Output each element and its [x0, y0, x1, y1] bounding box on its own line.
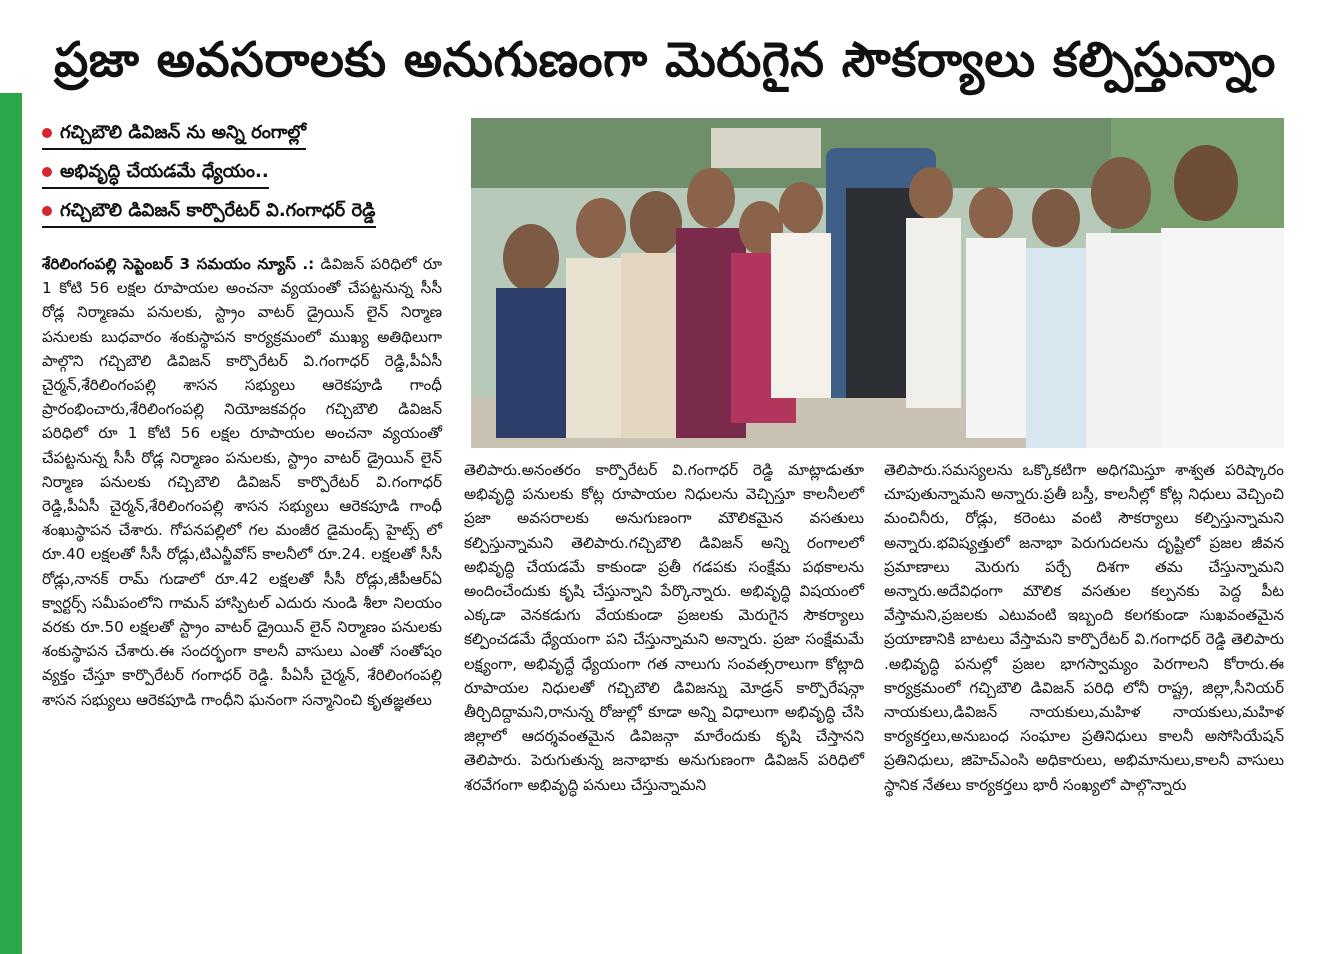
bullet-item [42, 196, 376, 228]
bullet-list [42, 118, 452, 235]
bullet-item [42, 118, 306, 150]
event-photo-illustration [471, 118, 1284, 448]
dateline: శేరిలింగంపల్లి సెప్టెంబర్ 3 సమయం న్యూస్ .: [42, 255, 315, 273]
event-photo [471, 118, 1284, 448]
article-text: డివిజన్ పరిధిలో రూ 1 కోటి 56 లక్షల రూపాయల అంచనా వ్యయంతో చేపట్టనున్న సీసీ రోడ్ల నిర్మాణమ పనులకు, స్ట్రాం వాటర్ డ్రైయిన్ లైన్ నిర్మాణ పనులకు బుధవారం శంకుస్థాపన కార్యక్రమంలో ముఖ్య అతిథిలుగా పాల్గొని గచ్చిబౌలి డివిజన్ కార్పొరేటర్ వి.గంగాధర్ రెడ్డి,పీఏసీ చైర్మన్,శేరిలింగంపల్లి శాసన సభ్యులు ఆరెకపూడి గాంధీ ప్రారంభించారు,శేరిలింగంపల్లి నియోజకవర్గం గచ్చిబౌలి డివిజన్ పరిధిలో రూ 1 కోటి 56 లక్షల రూపాయల అంచనా వ్యయంతో చేపట్టనున్న సీసీ రోడ్ల నిర్మాణం పనులకు, స్ట్రాం వాటర్ డ్రైయిన్ లైన్ నిర్మాణ పనులకు గచ్చిబౌలి డివిజన్ కార్పొరేటర్ వి.గంగాధర్ రెడ్డి,పీఏసీ చైర్మన్,శేరిలింగంపల్లి శాసన సభ్యులు ఆరెకపూడి గాంధీ శంఖుస్థాపన చేశారు. గోపనపల్లిలో గల మంజీర డైమండ్స్ హైట్స్ లో రూ.40 లక్షలతో సీసీ రోడ్లు,టిఎన్జీవోస్ కాలనీలో రూ.24. లక్షలతో సీసీ రోడ్లు,నానక్ రామ్ గుడాలో రూ.42 లక్షలతో సీసీ రోడ్లు,జీపీఆర్ఏ క్వార్టర్స్ సమీపంలోని గామన్ హాస్పిటల్ ఎదురు నుండి శీలా నిలయం వరకు రూ.50 లక్షలతో స్ట్రాం వాటర్ డ్రైయిన్ లైన్ నిర్మాణం పనులకు శంకుస్థాపన చేశారు.ఈ సందర్భంగా కాలనీ వాసులు ఎంతో సంతోషం వ్యక్తం చేస్తూ కార్పొరేటర్ గంగాధర్ రెడ్డి. పీఏసీ చైర్మన్, శేరిలింగంపల్లి శాసన సభ్యులు ఆరెకపూడి గాంధీని ఘనంగా సన్మానించి కృతజ్ఞతలు [42, 255, 442, 709]
red-bullet-icon [42, 206, 52, 216]
bullet-text: అభివృద్ధి చేయడమే ధ్యేయం.. [60, 161, 269, 182]
article-column-1 [42, 252, 442, 712]
red-bullet-icon [42, 128, 52, 138]
article-column-3: తెలిపారు.సమస్యలను ఒక్కొకటిగా అధిగమిస్తూ శాశ్వత పరిష్కారం చూపుతున్నామని అన్నారు.ప్రతీ బస్తీ, కాలనీల్లో కోట్ల నిధులు వెచ్చించి మంచినీరు, రోడ్లు, కరెంటు వంటి సౌకర్యాలు కల్పిస్తున్నామని అన్నారు.భవిష్యత్తులో జనాభా పెరుగుదలను దృష్టిలో ప్రజల జీవన ప్రమాణాలు మెరుగు పర్చే దిశగా తమ చేస్తున్నామని అన్నారు.అదేవిధంగా మౌలిక వసతుల కల్పనకు పెద్ద పీట వేస్తామని,ప్రజలకు ఎటువంటి ఇబ్బంది కలగకుండా సుఖవంతమైన ప్రయాణానికి బాటలు వేస్తామని కార్పొరేటర్ వి.గంగాధర్ రెడ్డి తెలిపారు .అభివృద్ధి పనుల్లో ప్రజల భాగస్వామ్యం పెరగాలని కోరారు.ఈ కార్యక్రమంలో గచ్చిబౌలి డివిజన్ పరిధి లోనీ రాష్ట్ర, జిల్లా,సీనియర్ నాయకులు,డివిజన్ నాయకులు,మహిళ నాయకులు,మహిళ కార్యకర్తలు,అనుబంధ సంఘాల ప్రతినిధులు కాలనీ అసోసియేషన్ ప్రతినిధులు, జిహెచ్ఎంసి అధికారులు, అభిమానులు,కాలనీ వాసులు స్థానిక నేతలు కార్యకర్తలు భారీ సంఖ్యలో పాల్గొన్నారు [884, 461, 1284, 794]
page-headline: ప్రజా అవసరాలకు అనుగుణంగా మెరుగైన సౌకర్యాలు కల్పిస్తున్నాం [54, 32, 1276, 88]
bullet-text: గచ్చిబౌలి డివిజన్ కార్పొరేటర్ వి.గంగాధర్ రెడ్డి [60, 200, 376, 221]
bullet-item [42, 157, 269, 189]
bullet-text: గచ్చిబౌలి డివిజన్ ను అన్ని రంగాల్లో [60, 122, 306, 143]
green-side-bar [0, 93, 22, 954]
red-bullet-icon [42, 167, 52, 177]
article-column-2: తెలిపారు.అనంతరం కార్పొరేటర్ వి.గంగాధర్ రెడ్డి మాట్లాడుతూ అభివృద్ధి పనులకు కోట్ల రూపాయల నిధులను వెచ్చిస్తూ కాలనీలలో ప్రజా అవసరాలకు అనుగుణంగా మౌలికమైన వసతులు కల్పిస్తున్నామని తెలిపారు.గచ్చిబౌలి డివిజన్ అన్ని రంగాలలో అభివృద్ధి చేయడమే కాకుండా ప్రతీ గడపకు సంక్షేమ పథకాలను అందించేందుకు కృషి చేస్తున్నాని పేర్కొన్నారు. అభివృద్ధి విషయంలో ఎక్కడా వెనకడుగు వేయకుండా ప్రజలకు మెరుగైన సౌకర్యాలు కల్పించడమే ధ్యేయంగా పని చేస్తున్నామని అన్నారు. ప్రజా సంక్షేమమే లక్ష్యంగా, అభివృద్ధే ధ్యేయంగా గత నాలుగు సంవత్సరాలుగా కోట్లాది రూపాయల నిధులతో గచ్చిబౌలి డివిజన్ను మోడ్రన్ కార్పొరేషన్గా తీర్చిదిద్దామని,రానున్న రోజుల్లో కూడా అన్ని విధాలుగా అభివృద్ధి చేసి జిల్లాలో ఆదర్శవంతమైన డివిజన్గా మారేందుకు కృషి చేస్తానని తెలిపారు. పెరుగుతున్న జనాభాకు అనుగుణంగా డివిజన్ పరిధిలో శరవేగంగా అభివృద్ధి పనులు చేస్తున్నామని [464, 461, 864, 794]
